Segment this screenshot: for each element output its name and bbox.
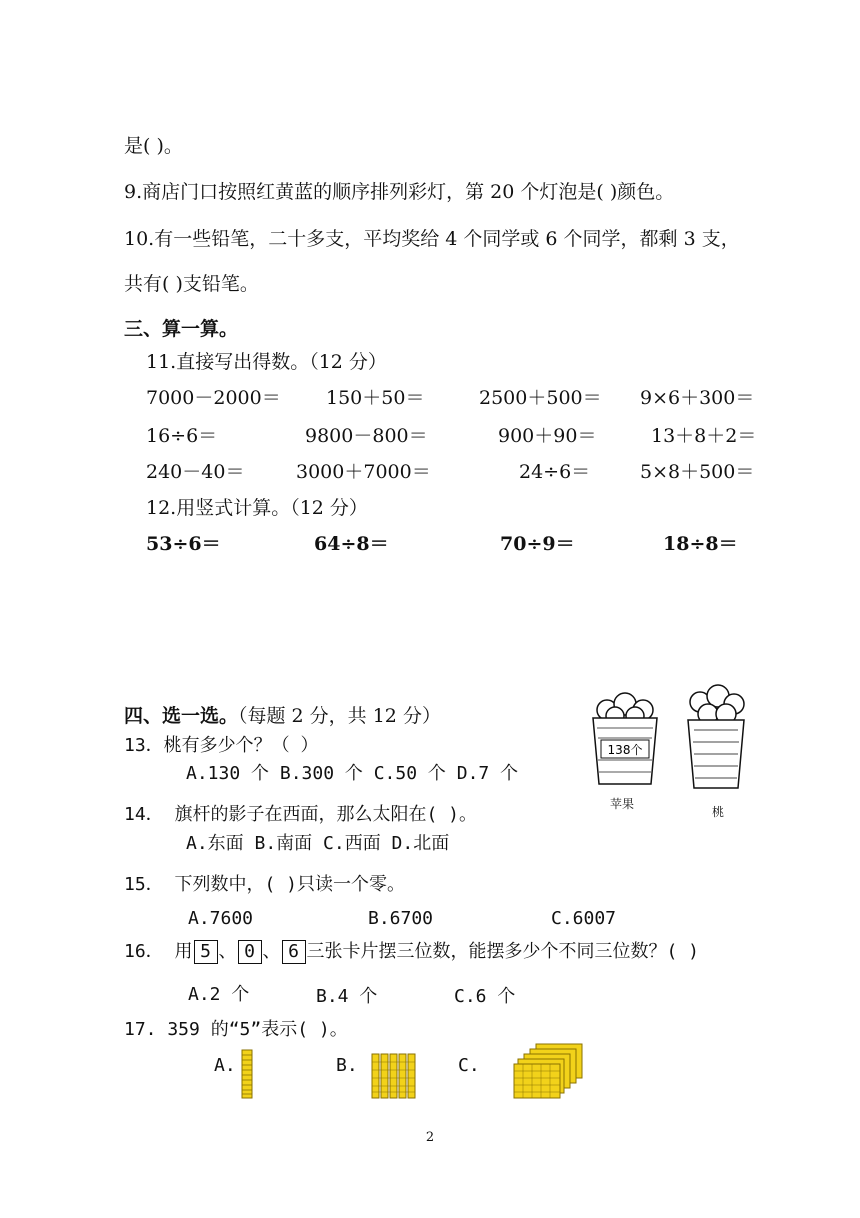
single-rod-icon [240,1048,254,1100]
q8-tail: 是( )。 [124,135,183,157]
vcalc-2: 64÷8＝ [314,533,389,555]
q14-text: 14． 旗杆的影子在西面，那么太阳在( )。 [124,804,478,825]
calc-r1c1: 7000－2000＝ [146,387,281,409]
apple-basket-image [585,688,665,788]
section3-title: 三、算一算。 [124,318,239,340]
q16-prefix: 16． 用 [124,941,193,962]
card-6: 6 [282,940,306,964]
q13-options: A.130 个 B.300 个 C.50 个 D.7 个 [186,763,519,784]
card-0: 0 [238,940,262,964]
calc-r1c4: 9×6＋300＝ [640,387,755,409]
calc-r3c4: 5×8＋500＝ [640,461,755,483]
calc-r3c2: 3000＋7000＝ [296,461,431,483]
page-number: 2 [425,1130,435,1145]
vcalc-1: 53÷6＝ [146,533,221,555]
q13-text: 13．桃有多少个？（ ） [124,735,319,756]
q16-suffix: 三张卡片摆三位数，能摆多少个不同三位数？( ) [306,941,700,962]
q12-text: 12.用竖式计算。（12 分） [146,497,368,519]
q17-option-a: A. [214,1055,236,1076]
card-separator: 、 [262,941,281,962]
apple-caption: 苹果 [610,797,635,811]
q16-option-c: C.6 个 [454,986,516,1007]
peach-basket-image [680,684,752,794]
q15-text: 15． 下列数中，( )只读一个零。 [124,874,406,895]
q10-line2: 共有( )支铅笔。 [124,273,259,295]
q15-option-b: B.6700 [368,908,434,929]
section4-title-rest: （每题 2 分，共 12 分） [238,705,441,727]
q15-option-c: C.6007 [551,908,617,929]
vcalc-4: 18÷8＝ [663,533,738,555]
q14-options: A.东面 B.南面 C.西面 D.北面 [186,833,450,854]
section4-title [124,704,441,728]
q17-option-b: B. [336,1055,358,1076]
calc-r1c2: 150＋50＝ [326,387,425,409]
five-flats-icon [512,1042,588,1100]
calc-r3c1: 240－40＝ [146,461,245,483]
calc-r2c4: 13＋8＋2＝ [651,425,757,447]
q16-option-a: A.2 个 [188,984,250,1005]
q15-option-a: A.7600 [188,908,254,929]
q10-line1: 10.有一些铅笔，二十多支，平均奖给 4 个同学或 6 个同学，都剩 3 支， [124,228,740,250]
q11-text: 11.直接写出得数。（12 分） [146,351,387,373]
calc-r2c2: 9800－800＝ [305,425,428,447]
peach-caption: 桃 [712,805,725,819]
q16-text [124,940,699,964]
calc-r2c3: 900＋90＝ [498,425,597,447]
calc-r2c1: 16÷6＝ [146,425,218,447]
q17-text: 17. 359 的“5”表示( )。 [124,1019,348,1040]
calc-r1c3: 2500＋500＝ [479,387,602,409]
calc-r3c3: 24÷6＝ [519,461,591,483]
card-5: 5 [194,940,218,964]
q17-option-c: C. [458,1055,480,1076]
apple-count-label: 138个 [607,743,643,757]
section4-title-bold: 四、选一选。 [124,705,239,727]
five-rods-icon [370,1052,420,1100]
q16-option-b: B.4 个 [316,986,378,1007]
card-separator: 、 [218,941,237,962]
vcalc-3: 70÷9＝ [500,533,575,555]
q9-text: 9.商店门口按照红黄蓝的顺序排列彩灯，第 20 个灯泡是( )颜色。 [124,181,675,203]
